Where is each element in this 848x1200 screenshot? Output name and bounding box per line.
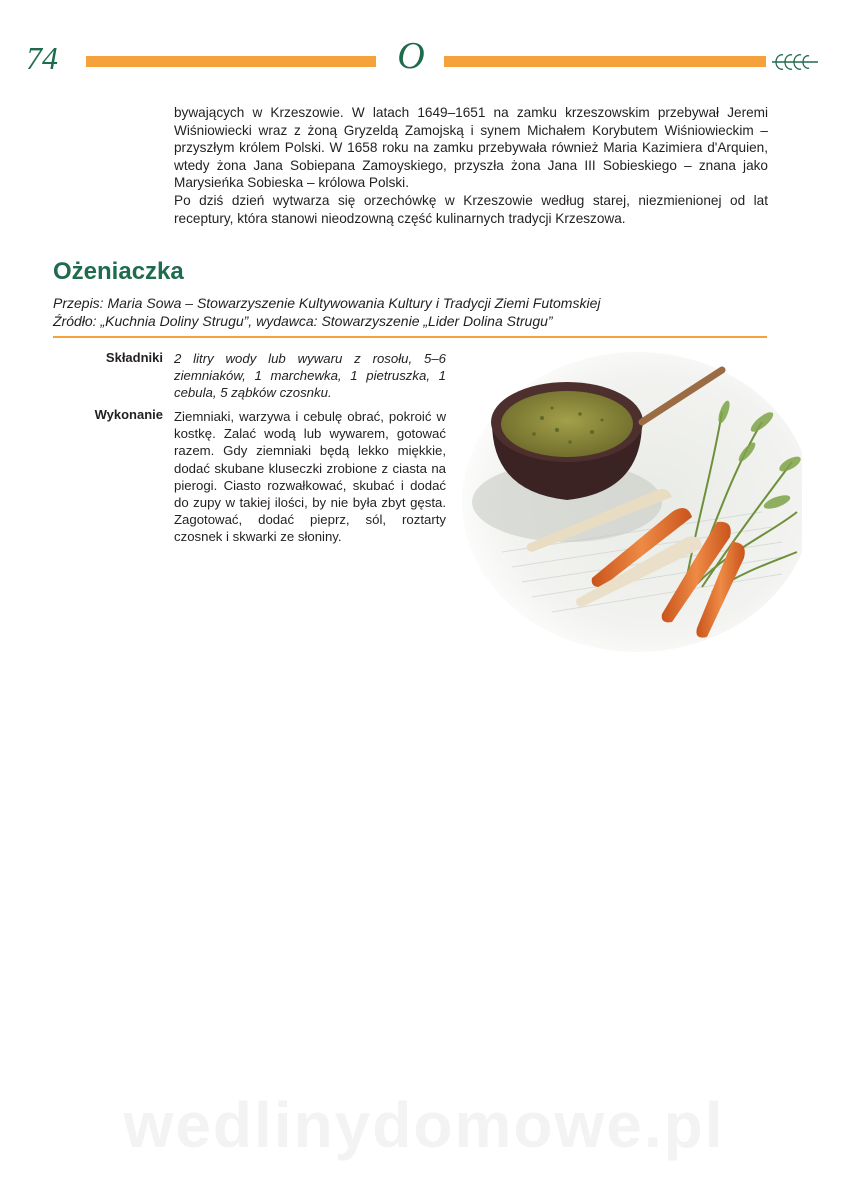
- intro-text: [174, 104, 768, 227]
- recipe-author: Przepis: Maria Sowa – Stowarzyszenie Kultywowania Kultury i Tradycji Ziemi Futomskiej: [53, 295, 601, 311]
- method-text: Ziemniaki, warzywa i cebulę obrać, pokroić w kostkę. Zalać wodą lub wywarem, gotować razem. Gdy ziemniaki będą lekko miękkie, dodać skubane kluseczki zrobione z ciasta na pierogi. Ciasto rozwałkować, skubać i dodać do zupy w takiej ilości, by nie była zbyt gęsta. Zagotować, dodać pieprz, sól, roztarty czosnek i skwarki ze słoniny.: [174, 409, 446, 545]
- intro-paragraph: bywających w Krzeszowie. W latach 1649–1651 na zamku krzeszowskim przebywał Jeremi Wiśniowiecki wraz z żoną Gryzeldą Zamojską i synem Michałem Korybutem Wiśniowieckim – przyszłym królem Polski. W 1658 roku na zamku przebywała również Maria Kazimiera d'Arquien, wtedy żona Jana Sobiepana Zamoyskiego, przyszła żona Jana III Sobieskiego – znana jako Marysieńka Sobieska – królowa Polski.: [174, 105, 768, 191]
- method-label: Wykonanie: [94, 407, 163, 422]
- soup-surface: [501, 391, 633, 457]
- watermark: wedlinydomowe.pl: [123, 1089, 725, 1161]
- section-divider: [53, 336, 767, 338]
- recipe-meta: [53, 294, 769, 330]
- recipe-source: Źródło: „Kuchnia Doliny Strugu”, wydawca: Stowarzyszenie „Lider Dolina Strugu”: [53, 313, 553, 329]
- page-number: 74: [26, 40, 58, 76]
- soup-photo: [462, 352, 802, 652]
- section-letter: O: [397, 35, 425, 77]
- intro-paragraph: Po dziś dzień wytwarza się orzechówkę w Krzeszowie według starej, niezmienionej od lat receptury, która stanowi nieodzowną część kulinarnych tradycji Krzeszowa.: [174, 192, 768, 226]
- header-bar-left: [86, 56, 376, 67]
- ingredients-text: 2 litry wody lub wywaru z rosołu, 5–6 ziemniaków, 1 marchewka, 1 pietruszka, 1 cebula, 5 ząbków czosnku.: [174, 351, 446, 401]
- herb-ornament-icon: [770, 52, 820, 72]
- ingredients-label: Składniki: [105, 350, 163, 365]
- header-bar-right: [444, 56, 766, 67]
- recipe-title: Ożeniaczka: [53, 258, 184, 285]
